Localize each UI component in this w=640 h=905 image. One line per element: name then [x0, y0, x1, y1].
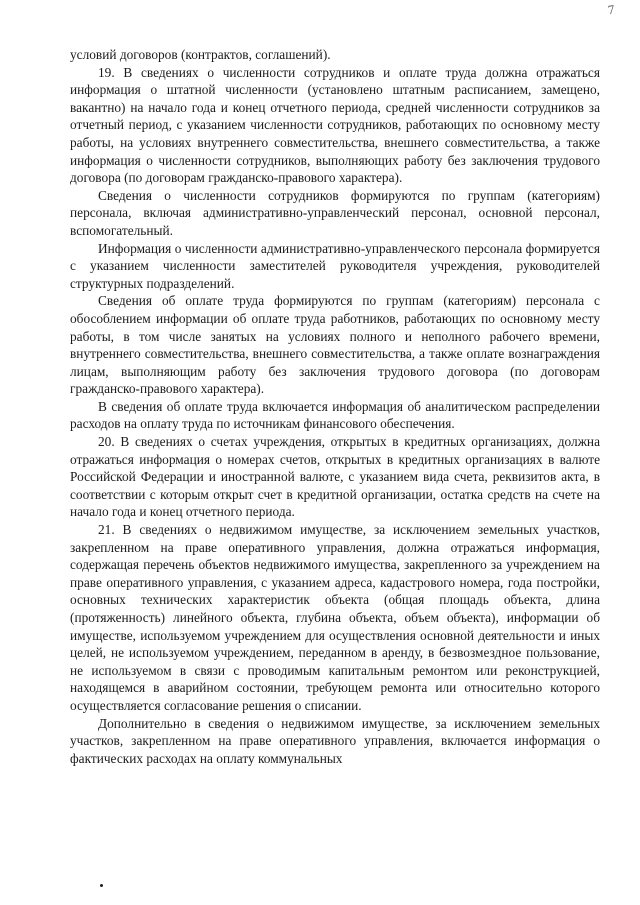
scan-speck	[100, 884, 103, 887]
paragraph-admin-staff: Информация о численности административно-управленческого персонала формируется с указанием численности заместителей руководителя учреждения, руководителей структурных подразделений.	[70, 240, 600, 291]
page-number-mark: 7	[606, 1, 615, 18]
paragraph-payroll-analytics: В сведения об оплате труда включается информация об аналитическом распределении расходов на оплату труда по источникам финансового обеспечения.	[70, 398, 600, 432]
paragraph-additional-info: Дополнительно в сведения о недвижимом имуществе, за исключением земельных участков, закрепленном на праве оперативного управления, включается информация о фактических расходах на оплату коммунальных	[70, 715, 600, 766]
paragraph-item-20: 20. В сведениях о счетах учреждения, открытых в кредитных организациях, должна отражаться информация о номерах счетов, открытых в кредитных организациях в валюте Российской Федерации и иностранной валюте, с указанием вида счета, реквизитов акта, в соответствии с которым открыт счет в кредитной организации, остатка средств на счете на начало года и конец отчетного периода.	[70, 434, 600, 520]
paragraph-payroll-groups: Сведения об оплате труда формируются по группам (категориям) персонала с обособлением информации об оплате труда работников, работающих по основному месту работы, в том числе занятых на условиях полного и неполного рабочего времени, внутреннего совместительства, внешнего совместительства, а также оплате вознаграждения лицам, выполняющим работу без заключения трудового договора (по договорам гражданско-правового характера).	[70, 293, 600, 397]
paragraph-item-21: 21. В сведениях о недвижимом имуществе, за исключением земельных участков, закрепленном на праве оперативного управления, должна отражаться информация, содержащая перечень объектов недвижимого имущества, закрепленного за учреждением на праве оперативного управления, с указанием адреса, кадастрового номера, года постройки, основных технических характеристик объекта (общая площадь объекта, длина (протяженность) линейного объекта, глубина объекта, объем объекта), информации об имуществе, используемом учреждением для осуществления основной деятельности и иных целей, не используемом учреждением, переданном в аренду, в безвозмездное пользование, не используемом в связи с проводимым капитальным ремонтом или реконструкцией, находящемся в аварийном состоянии, требующем ремонта или относительно которого осуществляется согласование решения о списании.	[70, 522, 600, 713]
paragraph-staff-groups: Сведения о численности сотрудников формируются по группам (категориям) персонала, включая административно-управленческий персонал, основной персонал, вспомогательный.	[70, 187, 600, 238]
paragraph-item-19: 19. В сведениях о численности сотрудников и оплате труда должна отражаться информация о штатной численности (установлено штатным расписанием, замещено, вакантно) на начало года и конец отчетного периода, средней численности сотрудников за отчетный период, с указанием численности сотрудников, работающих по основному месту работы, на условиях внутреннего совместительства, внешнего совместительства, а также информация о численности сотрудников, выполняющих работу без заключения трудового договора (по договорам гражданско-правового характера).	[70, 64, 600, 186]
document-body	[70, 46, 600, 767]
paragraph-continuation: условий договоров (контрактов, соглашений).	[70, 47, 331, 62]
